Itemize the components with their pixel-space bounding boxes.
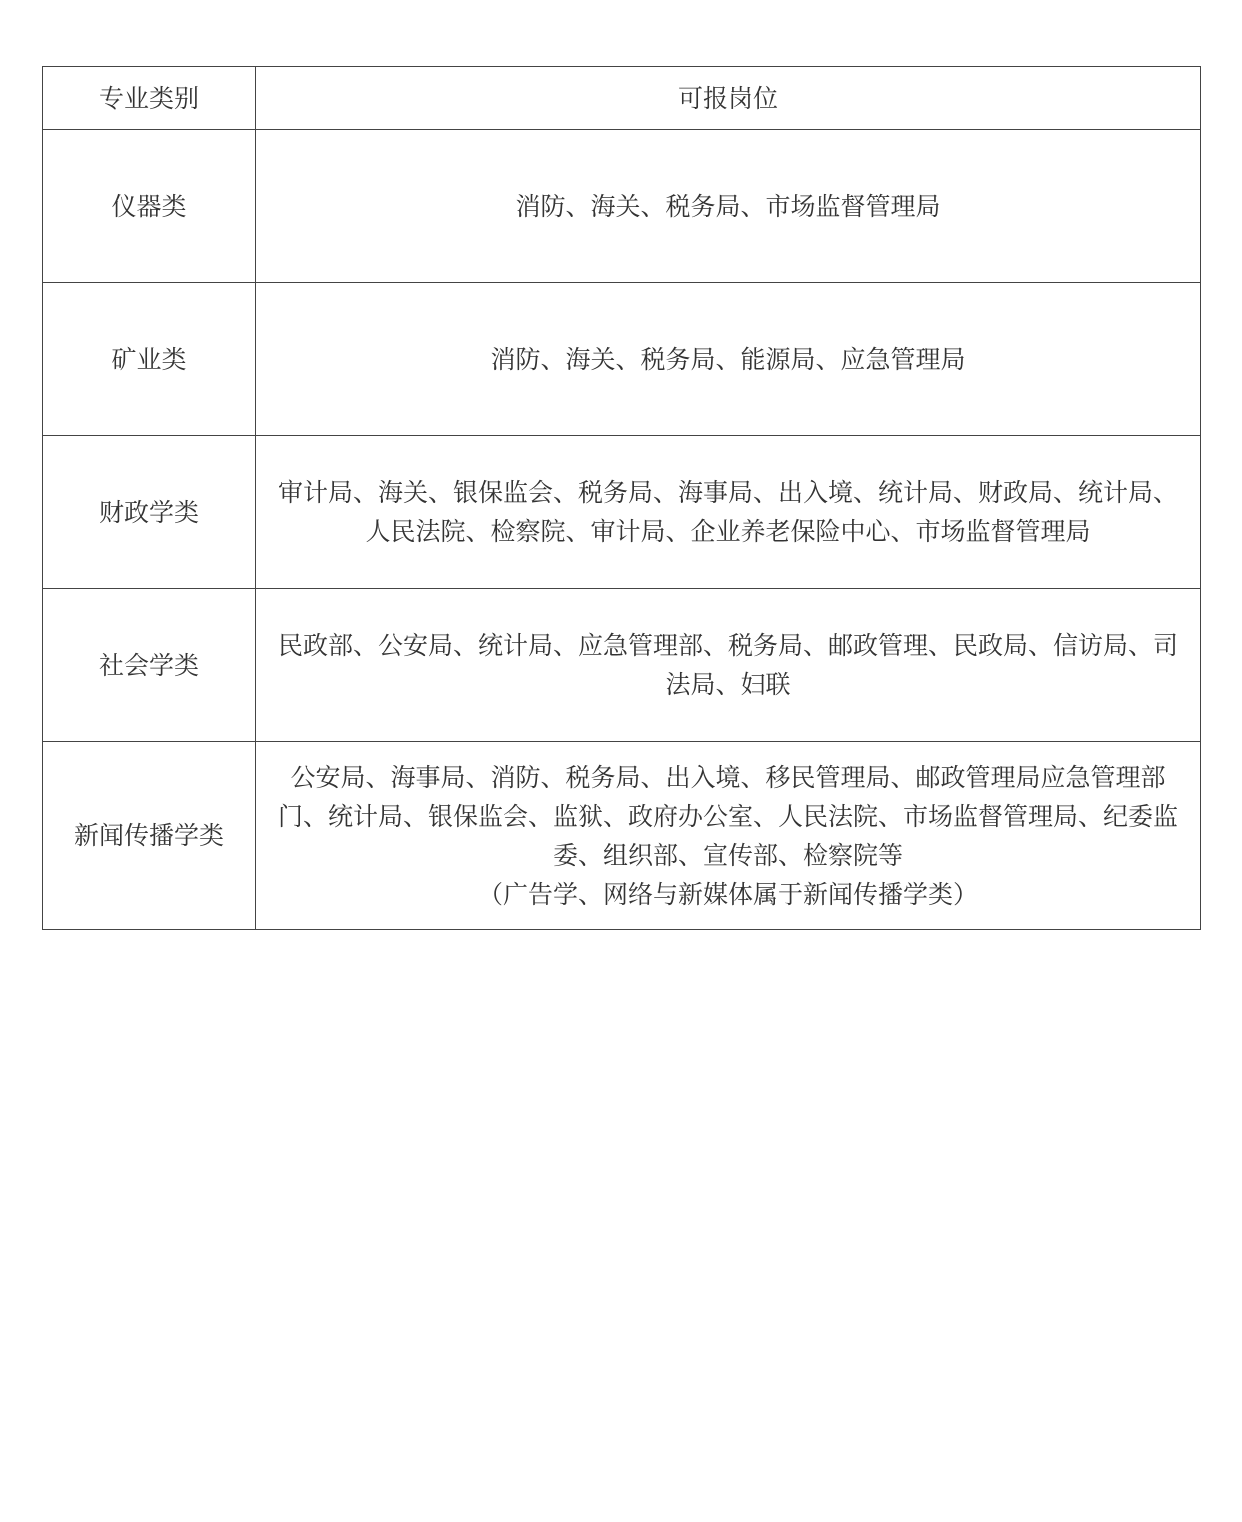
positions-text: 消防、海关、税务局、市场监督管理局 bbox=[515, 191, 941, 221]
header-positions: 可报岗位 bbox=[256, 67, 1201, 130]
positions-text: 消防、海关、税务局、能源局、应急管理局 bbox=[490, 344, 966, 374]
table-row bbox=[43, 130, 1201, 283]
positions-cell bbox=[256, 283, 1201, 436]
positions-text: 审计局、海关、银保监会、税务局、海事局、出入境、统计局、财政局、统计局、人民法院、检察院、审计局、企业养老保险中心、市场监督管理局 bbox=[277, 478, 1178, 546]
positions-cell bbox=[256, 130, 1201, 283]
category-cell: 社会学类 bbox=[43, 589, 256, 742]
positions-cell bbox=[256, 589, 1201, 742]
category-cell: 财政学类 bbox=[43, 436, 256, 589]
table-row bbox=[43, 742, 1201, 930]
category-cell: 矿业类 bbox=[43, 283, 256, 436]
category-cell: 仪器类 bbox=[43, 130, 256, 283]
positions-text: 公安局、海事局、消防、税务局、出入境、移民管理局、邮政管理局应急管理部门、统计局、银保监会、监狱、政府办公室、人民法院、市场监督管理局、纪委监委、组织部、宣传部、检察院等 bbox=[277, 762, 1178, 870]
positions-cell bbox=[256, 742, 1201, 930]
positions-text: 民政部、公安局、统计局、应急管理部、税务局、邮政管理、民政局、信访局、司法局、妇联 bbox=[277, 631, 1178, 699]
header-category: 专业类别 bbox=[43, 67, 256, 130]
table-row bbox=[43, 283, 1201, 436]
position-table bbox=[42, 66, 1201, 930]
positions-cell bbox=[256, 436, 1201, 589]
table-header-row bbox=[43, 67, 1201, 130]
category-cell: 新闻传播学类 bbox=[43, 742, 256, 930]
position-table-container bbox=[42, 66, 1200, 930]
table-row bbox=[43, 436, 1201, 589]
positions-note: （广告学、网络与新媒体属于新闻传播学类） bbox=[477, 879, 978, 909]
table-row bbox=[43, 589, 1201, 742]
